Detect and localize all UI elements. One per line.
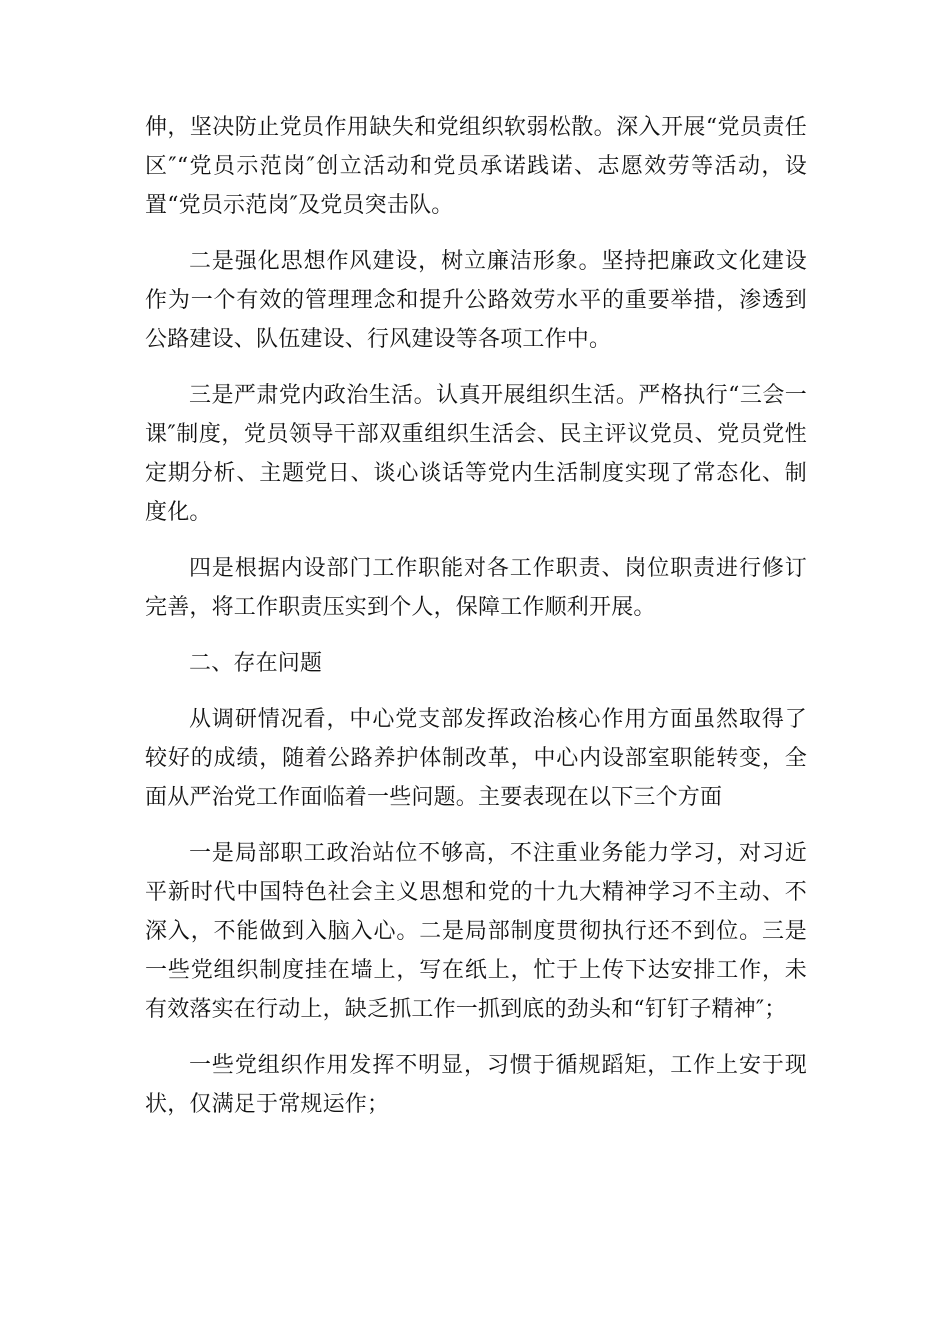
paragraph-continuation: 伸，坚决防止党员作用缺失和党组织软弱松散。深入开展“党员责任区″“党员示范岗″创立活动和党员承诺践诺、志愿效劳等活动，设置“党员示范岗″及党员突击队。 [145,115,807,218]
paragraph-problems-list: 一是局部职工政治站位不够高，不注重业务能力学习，对习近平新时代中国特色社会主义思想和党的十九大精神学习不主动、不深入，不能做到入脑入心。二是局部制度贯彻执行还不到位。三是一些党组织制度挂在墙上，写在纸上，忙于上传下达安排工作，未有效落实在行动上，缺乏抓工作一抓到底的劲头和“钉钉子精神″； [145,841,807,1022]
paragraph-research-overview: 从调研情况看，中心党支部发挥政治核心作用方面虽然取得了较好的成绩，随着公路养护体制改革，中心内设部室职能转变，全面从严治党工作面临着一些问题。主要表现在以下三个方面 [145,707,807,810]
paragraph-party-life: 三是严肃党内政治生活。认真开展组织生活。严格执行“三会一课″制度，党员领导干部双重组织生活会、民主评议党员、党员党性定期分析、主题党日、谈心谈话等党内生活制度实现了常态化、制度化。 [145,383,807,525]
document-body [145,108,807,1141]
section-heading-problems: 二、存在问题 [189,651,323,676]
paragraph-ideology-style: 二是强化思想作风建设，树立廉洁形象。坚持把廉政文化建设作为一个有效的管理理念和提升公路效劳水平的重要举措，渗透到公路建设、队伍建设、行风建设等各项工作中。 [145,249,807,352]
paragraph-duties: 四是根据内设部门工作职能对各工作职责、岗位职责进行修订完善，将工作职责压实到个人，保障工作顺利开展。 [145,556,807,620]
paragraph-organization-role: 一些党组织作用发挥不明显，习惯于循规蹈矩，工作上安于现状，仅满足于常规运作； [145,1053,807,1117]
